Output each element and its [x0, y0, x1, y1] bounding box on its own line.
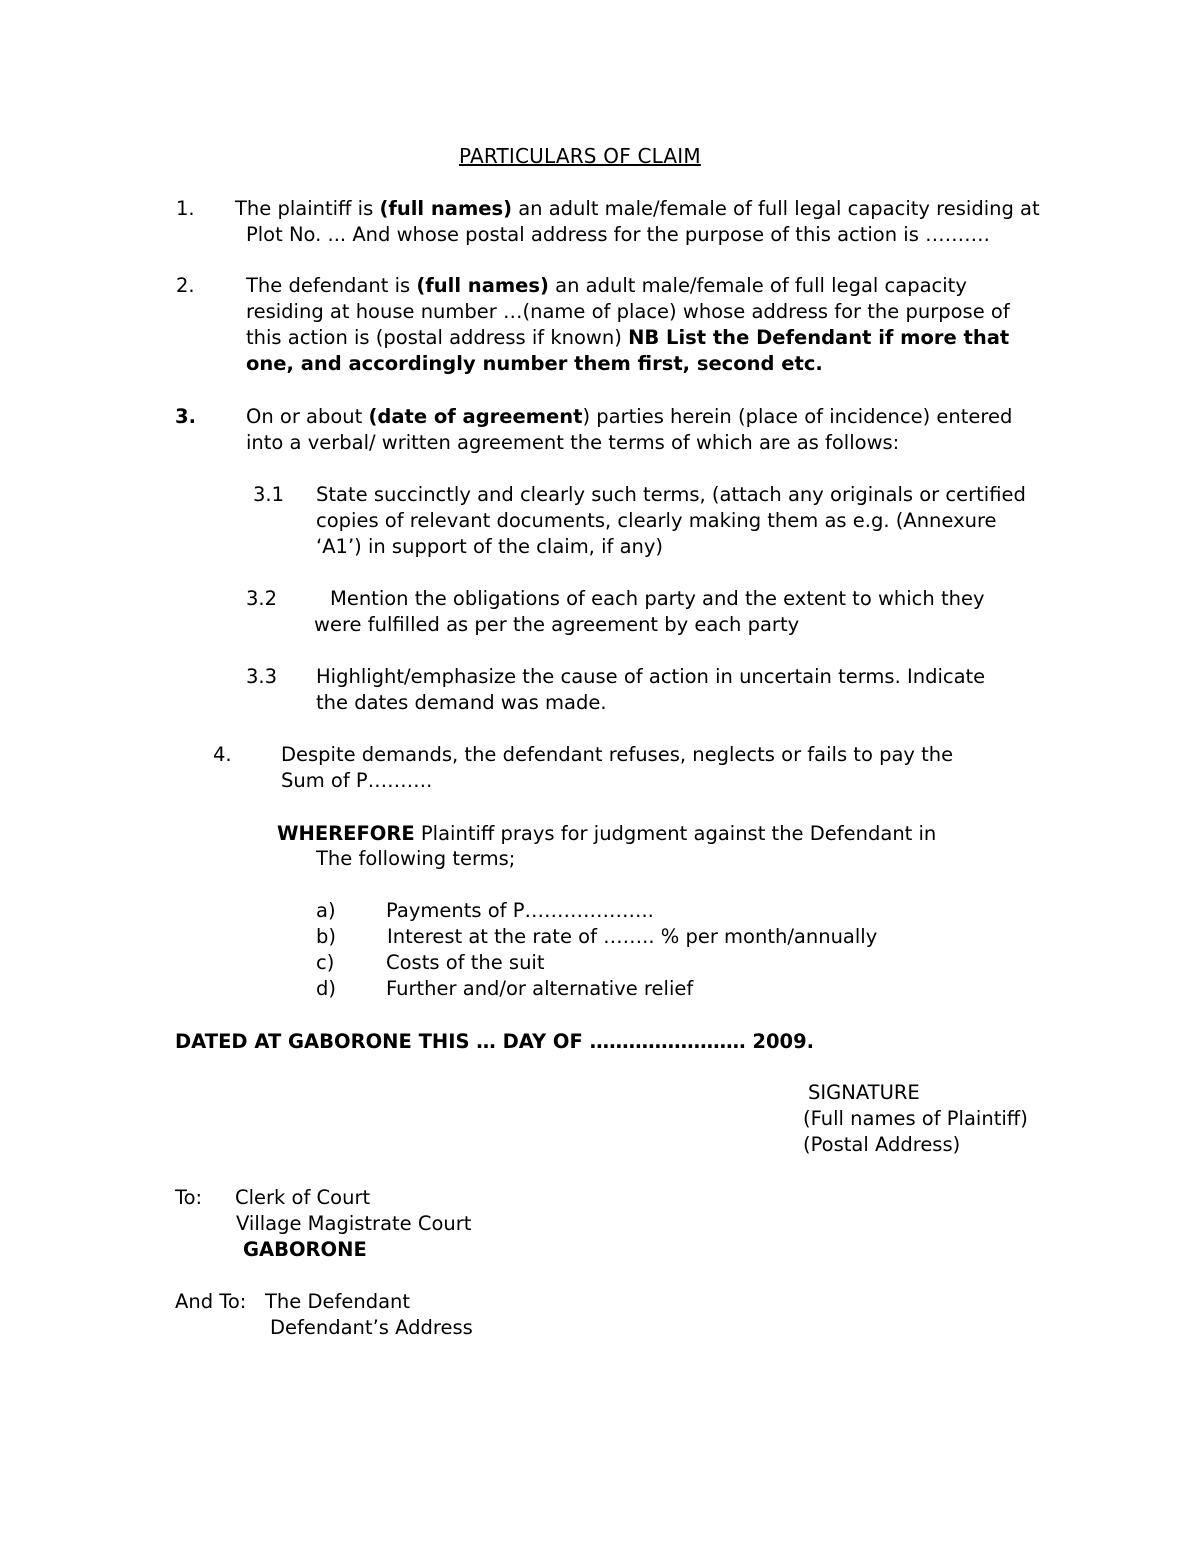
wherefore-bold: WHEREFORE	[277, 822, 415, 845]
and-to-line-1: The Defendant	[265, 1290, 411, 1313]
paragraph-2-line-1	[246, 276, 967, 296]
subparagraph-3-1-line-1: State succinctly and clearly such terms, (attach any originals or certified	[316, 483, 1026, 506]
relief-a-label: a)	[316, 899, 336, 922]
paragraph-3-line-2: into a verbal/ written agreement the terms of which are as follows:	[246, 431, 900, 454]
document-title: PARTICULARS OF CLAIM	[459, 144, 701, 168]
to-line-3: GABORONE	[243, 1238, 367, 1261]
and-to-label: And To:	[175, 1290, 247, 1313]
subparagraph-3-2-line-1: Mention the obligations of each party and the extent to which they	[330, 587, 985, 610]
paragraph-3-text-after: ) parties herein (place of incidence) entered	[582, 405, 1013, 428]
subparagraph-3-2-number: 3.2	[246, 587, 278, 610]
paragraph-2-number: 2.	[176, 274, 195, 297]
paragraph-4-number: 4.	[213, 743, 232, 766]
to-label: To:	[175, 1186, 203, 1209]
wherefore-text: Plaintiff prays for judgment against the Defendant in	[414, 822, 937, 845]
paragraph-2-line-3	[246, 328, 1009, 348]
relief-b-text: Interest at the rate of …….. % per month/annually	[387, 925, 878, 948]
subparagraph-3-2-line-2: were fulfilled as per the agreement by each party	[314, 613, 800, 636]
subparagraph-3-3-line-2: the dates demand was made.	[316, 691, 607, 714]
to-line-2: Village Magistrate Court	[236, 1212, 472, 1235]
paragraph-1-text: The plaintiff is	[235, 197, 380, 220]
subparagraph-3-1-number: 3.1	[253, 483, 285, 506]
signature-postal-address: (Postal Address)	[803, 1133, 961, 1156]
subparagraph-3-1-line-3: ‘A1’) in support of the claim, if any)	[316, 535, 664, 558]
paragraph-3-number: 3.	[175, 405, 196, 428]
paragraph-1-bold: (full names)	[379, 197, 513, 220]
and-to-line-2: Defendant’s Address	[270, 1316, 473, 1339]
subparagraph-3-3-number: 3.3	[246, 665, 278, 688]
relief-d-label: d)	[316, 977, 336, 1000]
relief-c-text: Costs of the suit	[386, 951, 545, 974]
subparagraph-3-3-line-1: Highlight/emphasize the cause of action in uncertain terms. Indicate	[316, 665, 986, 688]
signature-label: SIGNATURE	[808, 1081, 920, 1104]
paragraph-2-text-3: this action is (postal address if known)	[246, 326, 629, 349]
dated-line: DATED AT GABORONE THIS … DAY OF …………………… 2009.	[175, 1030, 815, 1053]
relief-d-text: Further and/or alternative relief	[386, 977, 694, 1000]
to-line-1: Clerk of Court	[235, 1186, 371, 1209]
subparagraph-3-1-line-2: copies of relevant documents, clearly making them as e.g. (Annexure	[316, 509, 997, 532]
paragraph-1-text-after: an adult male/female of full legal capacity residing at	[512, 197, 1040, 220]
paragraph-3-line-1	[246, 407, 1012, 427]
paragraph-1-line-1	[235, 199, 1040, 219]
paragraph-2-text-after: an adult male/female of full legal capacity	[548, 274, 967, 297]
relief-a-text: Payments of P………………..	[386, 899, 654, 922]
paragraph-2-text: The defendant is	[246, 274, 417, 297]
paragraph-4-line-1: Despite demands, the defendant refuses, neglects or fails to pay the	[281, 743, 954, 766]
relief-c-label: c)	[316, 951, 335, 974]
paragraph-3-text: On or about	[246, 405, 369, 428]
signature-full-names: (Full names of Plaintiff)	[803, 1107, 1028, 1130]
paragraph-2-line-4: one, and accordingly number them first, second etc.	[246, 352, 823, 375]
wherefore-line-2: The following terms;	[316, 847, 516, 870]
relief-b-label: b)	[316, 925, 336, 948]
wherefore-line-1	[277, 824, 936, 844]
paragraph-1-number: 1.	[176, 197, 195, 220]
paragraph-1-line-2: Plot No. ... And whose postal address for the purpose of this action is ……….	[246, 223, 990, 246]
paragraph-4-line-2: Sum of P……….	[281, 769, 433, 792]
paragraph-2-line-2: residing at house number …(name of place) whose address for the purpose of	[246, 300, 1010, 323]
paragraph-2-bold-note: NB List the Defendant if more that	[628, 326, 1010, 349]
paragraph-3-bold: (date of agreement	[368, 405, 583, 428]
paragraph-2-bold: (full names)	[416, 274, 549, 297]
